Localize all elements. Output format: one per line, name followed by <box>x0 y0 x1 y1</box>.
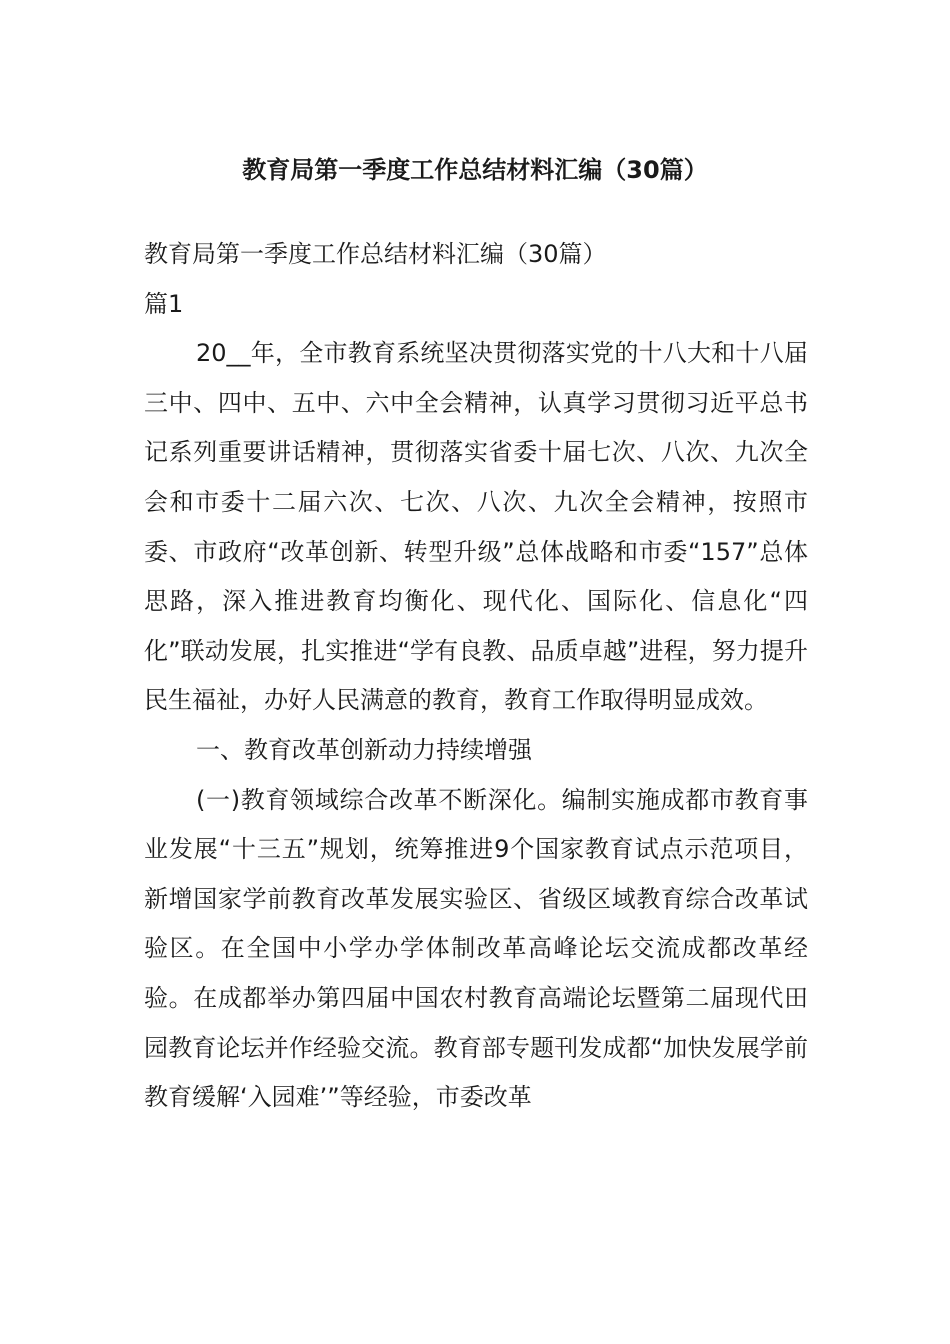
chapter-label: 篇1 <box>144 289 184 318</box>
paragraph-intro: 20__年，全市教育系统坚决贯彻落实党的十八大和十八届三中、四中、五中、六中全会精神，认真学习贯彻习近平总书记系列重要讲话精神，贯彻落实省委十届七次、八次、九次全会和市委十二届六次、七次、八次、九次全会精神，按照市委、市政府“改革创新、转型升级”总体战略和市委“157”总体思路，深入推进教育均衡化、现代化、国际化、信息化“四化”联动发展，扎实推进“学有良教、品质卓越”进程，努力提升民生福祉，办好人民满意的教育，教育工作取得明显成效。 <box>144 339 808 715</box>
document-subtitle: 教育局第一季度工作总结材料汇编（30篇） <box>144 240 607 268</box>
section-heading: 一、教育改革创新动力持续增强 <box>196 735 532 764</box>
document-body <box>144 230 808 1123</box>
document-title: 教育局第一季度工作总结材料汇编（30篇） <box>242 156 708 184</box>
paragraph-reform: (一)教育领域综合改革不断深化。编制实施成都市教育事业发展“十三五”规划，统筹推进9个国家教育试点示范项目，新增国家学前教育改革发展实验区、省级区域教育综合改革试验区。在全国中小学办学体制改革高峰论坛交流成都改革经验。在成都举办第四届中国农村教育高端论坛暨第二届现代田园教育论坛并作经验交流。教育部专题刊发成都“加快发展学前教育缓解‘入园难’”等经验，市委改革 <box>144 785 808 1112</box>
